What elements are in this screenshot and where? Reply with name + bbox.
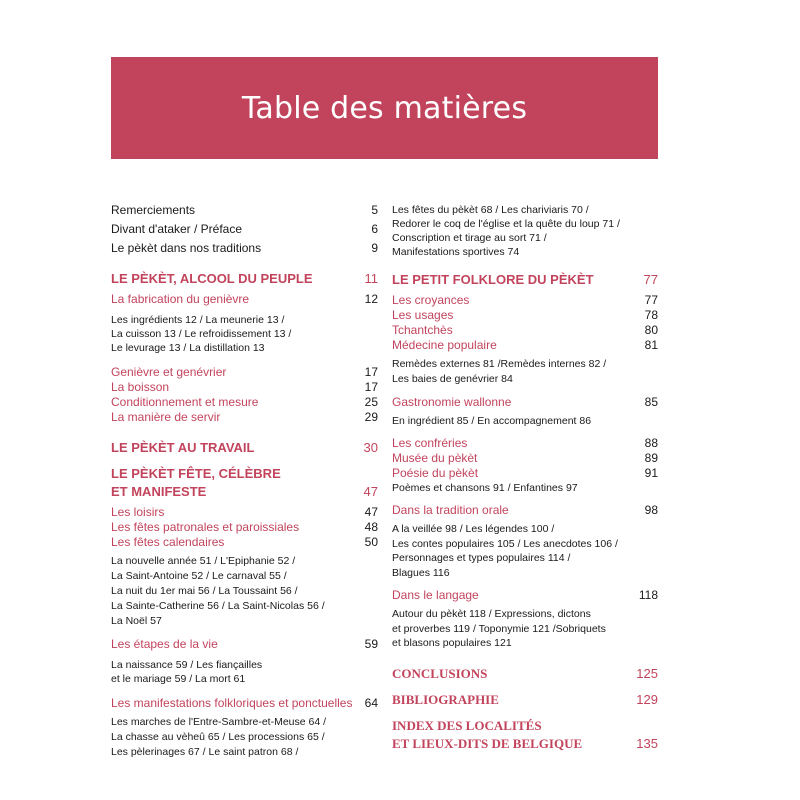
detail-line: et blasons populaires 121 — [392, 637, 512, 649]
detail-line: Les ingrédients 12 / La meunerie 13 / — [111, 314, 285, 326]
section-details — [111, 313, 378, 355]
chapter-label: LE PÈKÈT, ALCOOL DU PEUPLE — [111, 271, 313, 286]
detail-line: La nouvelle année 51 / L'Epiphanie 52 / — [111, 555, 296, 567]
section-page: 78 — [644, 308, 658, 322]
detail-line: En ingrédient 85 / En accompagnement 86 — [392, 415, 592, 427]
section-details — [111, 715, 378, 760]
section-label: Musée du pèkèt — [392, 451, 478, 465]
toc-entry[interactable] — [111, 203, 378, 218]
entry-page: 9 — [371, 241, 378, 255]
detail-line: La nuit du 1er mai 56 / La Toussaint 56 / — [111, 585, 298, 597]
chapter-page: 125 — [636, 665, 658, 681]
section-entry[interactable] — [111, 505, 378, 520]
section-entry[interactable] — [111, 696, 378, 711]
section-label: Les manifestations folkloriques et ponctuelles — [111, 696, 353, 710]
page-title: Table des matières — [241, 90, 528, 126]
chapter-heading[interactable] — [392, 735, 658, 753]
section-label: Dans la tradition orale — [392, 503, 509, 517]
section-entry[interactable] — [392, 338, 658, 353]
section-entry[interactable] — [392, 451, 658, 466]
section-label: Les fêtes calendaires — [111, 535, 225, 549]
chapter-label: LE PÈKÈT AU TRAVAIL — [111, 440, 255, 455]
detail-line: La naissance 59 / Les fiançailles — [111, 659, 263, 671]
section-details — [111, 658, 378, 686]
section-details — [392, 203, 658, 259]
chapter-heading[interactable] — [392, 665, 658, 683]
section-label: Médecine populaire — [392, 338, 497, 352]
detail-line: Personnages et types populaires 114 / — [392, 552, 571, 564]
detail-line: Les pèlerinages 67 / Le saint patron 68 / — [111, 746, 299, 758]
chapter-page: 30 — [363, 440, 378, 455]
section-page: 48 — [364, 520, 378, 534]
section-details — [392, 414, 658, 428]
section-details — [392, 522, 658, 580]
section-page: 89 — [644, 451, 658, 465]
section-label: La manière de servir — [111, 410, 221, 424]
section-page: 29 — [364, 410, 378, 424]
section-label: Les croyances — [392, 293, 470, 307]
chapter-page: 11 — [364, 271, 378, 286]
detail-line: Les fêtes du pèkèt 68 / Les chariviaris 70 / — [392, 204, 589, 216]
section-label: Conditionnement et mesure — [111, 395, 259, 409]
section-page: 88 — [644, 436, 658, 450]
section-details — [392, 357, 658, 387]
entry-label: Le pèkèt dans nos traditions — [111, 241, 262, 255]
section-entry[interactable] — [111, 395, 378, 410]
detail-line: Les baies de genévrier 84 — [392, 373, 513, 385]
detail-line: La Sainte-Catherine 56 / La Saint-Nicolas 56 / — [111, 600, 325, 612]
detail-line: et le mariage 59 / La mort 61 — [111, 673, 246, 685]
section-page: 118 — [638, 588, 658, 602]
section-page: 98 — [644, 503, 658, 517]
detail-line: Les marches de l'Entre-Sambre-et-Meuse 64 / — [111, 716, 327, 728]
section-page: 17 — [364, 365, 378, 379]
section-entry[interactable] — [392, 395, 658, 410]
section-page: 25 — [364, 395, 378, 409]
section-page: 59 — [364, 637, 378, 651]
section-page: 50 — [364, 535, 378, 549]
chapter-label: CONCLUSIONS — [392, 665, 488, 681]
chapter-page: 135 — [636, 735, 658, 751]
toc-entry[interactable] — [111, 222, 378, 237]
detail-line: La Saint-Antoine 52 / Le carnaval 55 / — [111, 570, 287, 582]
chapter-label: LE PETIT FOLKLORE DU PÈKÈT — [392, 272, 594, 287]
chapter-label: ET LIEUX-DITS DE BELGIQUE — [392, 735, 583, 751]
section-entry[interactable] — [111, 292, 378, 307]
entry-page: 5 — [371, 203, 378, 217]
detail-line: La chasse au vèheû 65 / Les processions 65 / — [111, 731, 325, 743]
detail-line: Redorer le coq de l'église et la quête du loup 71 / — [392, 218, 620, 230]
chapter-heading-line1[interactable]: INDEX DES LOCALITÉS — [392, 717, 542, 733]
section-entry[interactable] — [392, 293, 658, 308]
section-page: 17 — [364, 380, 378, 394]
entry-page: 6 — [371, 222, 378, 236]
title-banner — [111, 57, 658, 159]
section-entry[interactable] — [392, 466, 658, 481]
section-label: La fabrication du genièvre — [111, 292, 250, 306]
section-entry[interactable] — [111, 410, 378, 425]
chapter-page: 129 — [636, 691, 658, 707]
section-page: 47 — [364, 505, 378, 519]
section-entry[interactable] — [111, 380, 378, 395]
section-label: Dans le langage — [392, 588, 479, 602]
chapter-heading-line1[interactable]: LE PÈKÈT FÊTE, CÉLÈBRE — [111, 466, 281, 481]
section-entry[interactable] — [111, 535, 378, 550]
section-page: 12 — [364, 292, 378, 306]
chapter-heading[interactable] — [111, 439, 378, 457]
section-entry[interactable] — [392, 588, 658, 603]
section-page: 85 — [644, 395, 658, 409]
chapter-heading[interactable] — [392, 271, 658, 289]
chapter-page: 47 — [363, 484, 378, 499]
entry-label: Divant d'ataker / Préface — [111, 222, 243, 236]
section-label: Genièvre et genévrier — [111, 365, 227, 379]
section-label: La boisson — [111, 380, 170, 394]
section-label: Les usages — [392, 308, 454, 322]
detail-line: La cuisson 13 / Le refroidissement 13 / — [111, 328, 292, 340]
section-label: Tchantchès — [392, 323, 453, 337]
section-entry[interactable] — [392, 503, 658, 518]
chapter-label: ET MANIFESTE — [111, 484, 207, 499]
section-label: Les confréries — [392, 436, 468, 450]
detail-line: Poèmes et chansons 91 / Enfantines 97 — [392, 482, 578, 494]
entry-label: Remerciements — [111, 203, 196, 217]
section-entry[interactable] — [392, 436, 658, 451]
toc-right-column — [392, 203, 658, 753]
section-page: 91 — [644, 466, 658, 480]
chapter-heading[interactable] — [111, 483, 378, 501]
section-details — [111, 554, 378, 629]
detail-line: A la veillée 98 / Les légendes 100 / — [392, 523, 555, 535]
section-label: Gastronomie wallonne — [392, 395, 512, 409]
chapter-page: 77 — [643, 272, 658, 287]
detail-line: Conscription et tirage au sort 71 / — [392, 232, 547, 244]
chapter-label: BIBLIOGRAPHIE — [392, 691, 499, 707]
detail-line: Les contes populaires 105 / Les anecdotes 106 / — [392, 537, 618, 550]
section-page: 64 — [364, 696, 378, 710]
detail-line: et proverbes 119 / Toponymie 121 /Sobriquets — [392, 622, 606, 635]
toc-left-column — [111, 203, 378, 760]
chapter-heading[interactable] — [111, 270, 378, 288]
section-label: Les fêtes patronales et paroissiales — [111, 520, 300, 534]
section-label: Les loisirs — [111, 505, 165, 519]
section-page: 77 — [644, 293, 658, 307]
detail-line: Manifestations sportives 74 — [392, 246, 520, 258]
section-page: 80 — [644, 323, 658, 337]
section-details — [392, 481, 658, 495]
section-label: Poésie du pèkèt — [392, 466, 479, 480]
section-entry[interactable] — [392, 308, 658, 323]
section-details — [392, 607, 658, 651]
detail-line: Remèdes externes 81 /Remèdes internes 82 / — [392, 358, 607, 370]
detail-line: Blagues 116 — [392, 566, 450, 579]
detail-line: Autour du pèkèt 118 / Expressions, dictons — [392, 608, 591, 620]
chapter-heading[interactable] — [392, 691, 658, 709]
section-label: Les étapes de la vie — [111, 637, 218, 651]
section-page: 81 — [644, 338, 658, 352]
section-entry[interactable] — [111, 520, 378, 535]
toc-entry[interactable] — [111, 241, 378, 256]
detail-line: Le levurage 13 / La distillation 13 — [111, 342, 265, 354]
section-entry[interactable] — [111, 365, 378, 380]
section-entry[interactable] — [392, 323, 658, 338]
detail-line: La Noël 57 — [111, 615, 162, 627]
section-entry[interactable] — [111, 637, 378, 652]
